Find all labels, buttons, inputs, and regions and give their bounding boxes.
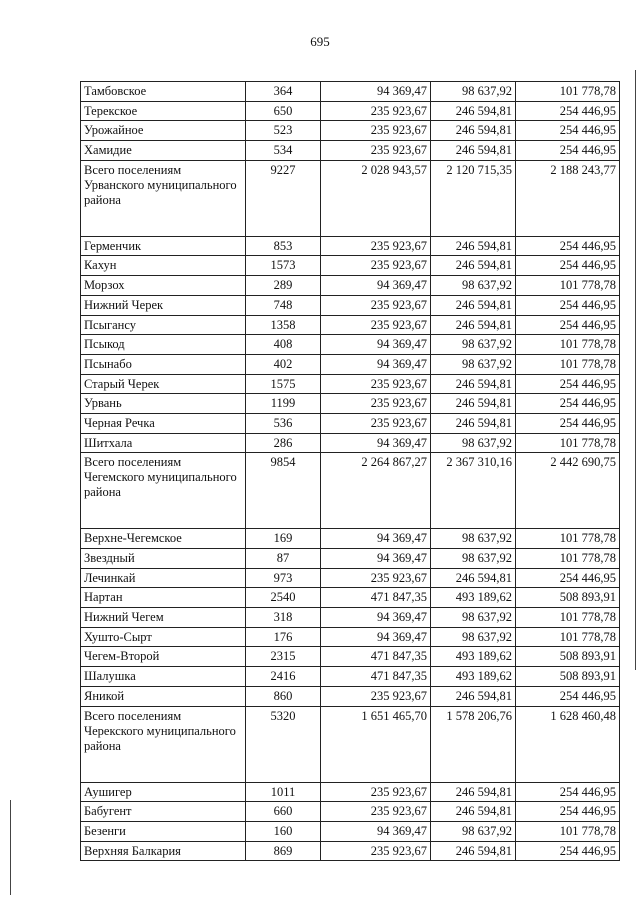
amount-year3-cell: 254 446,95 xyxy=(516,121,620,141)
amount-year2-cell: 246 594,81 xyxy=(431,236,516,256)
settlement-name-cell: Псынабо xyxy=(81,354,246,374)
amount-year2-cell: 1 578 206,76 xyxy=(431,706,516,782)
amount-year1-cell: 235 923,67 xyxy=(321,295,431,315)
population-cell: 408 xyxy=(246,335,321,355)
table-row-total xyxy=(81,453,620,529)
table-row xyxy=(81,141,620,161)
table-row xyxy=(81,82,620,102)
settlement-name-cell: Хушто-Сырт xyxy=(81,627,246,647)
amount-year3-cell: 2 442 690,75 xyxy=(516,453,620,529)
population-cell: 523 xyxy=(246,121,321,141)
table-row xyxy=(81,821,620,841)
table-row xyxy=(81,374,620,394)
settlement-name-cell: Терекское xyxy=(81,101,246,121)
table-row xyxy=(81,433,620,453)
amount-year1-cell: 235 923,67 xyxy=(321,121,431,141)
population-cell: 169 xyxy=(246,529,321,549)
amount-year3-cell: 254 446,95 xyxy=(516,841,620,861)
population-cell: 650 xyxy=(246,101,321,121)
table-body xyxy=(81,82,620,861)
amount-year2-cell: 493 189,62 xyxy=(431,667,516,687)
amount-year3-cell: 101 778,78 xyxy=(516,549,620,569)
table-row xyxy=(81,295,620,315)
population-cell: 869 xyxy=(246,841,321,861)
amount-year2-cell: 246 594,81 xyxy=(431,374,516,394)
table-row-total xyxy=(81,160,620,236)
page-number: 695 xyxy=(310,34,330,49)
table-row xyxy=(81,549,620,569)
table-row xyxy=(81,394,620,414)
amount-year1-cell: 235 923,67 xyxy=(321,101,431,121)
amount-year1-cell: 235 923,67 xyxy=(321,141,431,161)
amount-year2-cell: 246 594,81 xyxy=(431,256,516,276)
population-cell: 1575 xyxy=(246,374,321,394)
amount-year1-cell: 94 369,47 xyxy=(321,335,431,355)
settlement-name-cell: Яникой xyxy=(81,686,246,706)
population-cell: 87 xyxy=(246,549,321,569)
table-row xyxy=(81,413,620,433)
settlement-name-cell: Всего поселениям Чегемского муниципального района xyxy=(81,453,246,529)
amount-year2-cell: 493 189,62 xyxy=(431,588,516,608)
amount-year2-cell: 2 120 715,35 xyxy=(431,160,516,236)
amount-year3-cell: 254 446,95 xyxy=(516,374,620,394)
amount-year3-cell: 2 188 243,77 xyxy=(516,160,620,236)
population-cell: 9854 xyxy=(246,453,321,529)
amount-year3-cell: 101 778,78 xyxy=(516,821,620,841)
table-row xyxy=(81,588,620,608)
population-cell: 318 xyxy=(246,608,321,628)
table-row xyxy=(81,802,620,822)
settlement-name-cell: Бабугент xyxy=(81,802,246,822)
amount-year1-cell: 94 369,47 xyxy=(321,82,431,102)
amount-year1-cell: 94 369,47 xyxy=(321,549,431,569)
amount-year2-cell: 98 637,92 xyxy=(431,529,516,549)
table-row xyxy=(81,529,620,549)
settlement-name-cell: Шалушка xyxy=(81,667,246,687)
amount-year3-cell: 101 778,78 xyxy=(516,433,620,453)
amount-year2-cell: 98 637,92 xyxy=(431,433,516,453)
amount-year1-cell: 471 847,35 xyxy=(321,588,431,608)
settlement-name-cell: Аушигер xyxy=(81,782,246,802)
amount-year1-cell: 94 369,47 xyxy=(321,608,431,628)
population-cell: 286 xyxy=(246,433,321,453)
amount-year3-cell: 254 446,95 xyxy=(516,101,620,121)
amount-year3-cell: 1 628 460,48 xyxy=(516,706,620,782)
population-cell: 402 xyxy=(246,354,321,374)
amount-year3-cell: 101 778,78 xyxy=(516,276,620,296)
population-cell: 9227 xyxy=(246,160,321,236)
table-row xyxy=(81,647,620,667)
table-row xyxy=(81,841,620,861)
amount-year1-cell: 235 923,67 xyxy=(321,841,431,861)
amount-year3-cell: 101 778,78 xyxy=(516,608,620,628)
amount-year3-cell: 254 446,95 xyxy=(516,568,620,588)
amount-year1-cell: 235 923,67 xyxy=(321,236,431,256)
population-cell: 853 xyxy=(246,236,321,256)
amount-year3-cell: 254 446,95 xyxy=(516,315,620,335)
amount-year2-cell: 98 637,92 xyxy=(431,335,516,355)
settlement-name-cell: Верхне-Чегемское xyxy=(81,529,246,549)
amount-year1-cell: 471 847,35 xyxy=(321,667,431,687)
settlement-name-cell: Псыгансу xyxy=(81,315,246,335)
amount-year3-cell: 254 446,95 xyxy=(516,236,620,256)
population-cell: 2315 xyxy=(246,647,321,667)
amount-year3-cell: 254 446,95 xyxy=(516,686,620,706)
amount-year1-cell: 235 923,67 xyxy=(321,413,431,433)
table-row xyxy=(81,335,620,355)
amount-year3-cell: 254 446,95 xyxy=(516,256,620,276)
population-cell: 860 xyxy=(246,686,321,706)
amount-year1-cell: 235 923,67 xyxy=(321,782,431,802)
amount-year1-cell: 94 369,47 xyxy=(321,627,431,647)
amount-year2-cell: 246 594,81 xyxy=(431,782,516,802)
settlements-table xyxy=(80,81,620,861)
settlement-name-cell: Урожайное xyxy=(81,121,246,141)
settlement-name-cell: Морзох xyxy=(81,276,246,296)
amount-year3-cell: 508 893,91 xyxy=(516,588,620,608)
amount-year2-cell: 246 594,81 xyxy=(431,315,516,335)
settlement-name-cell: Всего поселениям Черекского муниципального района xyxy=(81,706,246,782)
amount-year1-cell: 471 847,35 xyxy=(321,647,431,667)
settlement-name-cell: Шитхала xyxy=(81,433,246,453)
settlement-name-cell: Урвань xyxy=(81,394,246,414)
settlement-name-cell: Старый Черек xyxy=(81,374,246,394)
amount-year3-cell: 101 778,78 xyxy=(516,529,620,549)
table-row xyxy=(81,667,620,687)
amount-year1-cell: 1 651 465,70 xyxy=(321,706,431,782)
amount-year3-cell: 254 446,95 xyxy=(516,394,620,414)
amount-year2-cell: 493 189,62 xyxy=(431,647,516,667)
table-row xyxy=(81,276,620,296)
settlement-name-cell: Нартан xyxy=(81,588,246,608)
settlement-name-cell: Кахун xyxy=(81,256,246,276)
settlement-name-cell: Чегем-Второй xyxy=(81,647,246,667)
table-row xyxy=(81,627,620,647)
population-cell: 160 xyxy=(246,821,321,841)
scan-edge-line xyxy=(10,800,11,895)
settlement-name-cell: Нижний Чегем xyxy=(81,608,246,628)
population-cell: 2416 xyxy=(246,667,321,687)
amount-year3-cell: 254 446,95 xyxy=(516,782,620,802)
settlement-name-cell: Всего поселениям Урванского муниципального района xyxy=(81,160,246,236)
amount-year1-cell: 94 369,47 xyxy=(321,821,431,841)
amount-year1-cell: 235 923,67 xyxy=(321,686,431,706)
population-cell: 1358 xyxy=(246,315,321,335)
amount-year1-cell: 94 369,47 xyxy=(321,276,431,296)
amount-year2-cell: 246 594,81 xyxy=(431,686,516,706)
table-row xyxy=(81,256,620,276)
population-cell: 534 xyxy=(246,141,321,161)
amount-year2-cell: 246 594,81 xyxy=(431,141,516,161)
amount-year2-cell: 246 594,81 xyxy=(431,394,516,414)
settlement-name-cell: Верхняя Балкария xyxy=(81,841,246,861)
amount-year2-cell: 98 637,92 xyxy=(431,354,516,374)
settlement-name-cell: Звездный xyxy=(81,549,246,569)
settlement-name-cell: Псыкод xyxy=(81,335,246,355)
amount-year2-cell: 246 594,81 xyxy=(431,568,516,588)
amount-year3-cell: 254 446,95 xyxy=(516,802,620,822)
population-cell: 973 xyxy=(246,568,321,588)
settlement-name-cell: Нижний Черек xyxy=(81,295,246,315)
amount-year3-cell: 254 446,95 xyxy=(516,413,620,433)
amount-year2-cell: 246 594,81 xyxy=(431,413,516,433)
amount-year1-cell: 94 369,47 xyxy=(321,433,431,453)
amount-year3-cell: 101 778,78 xyxy=(516,627,620,647)
population-cell: 176 xyxy=(246,627,321,647)
table-row xyxy=(81,354,620,374)
scan-edge-line xyxy=(635,70,636,670)
table-row-total xyxy=(81,706,620,782)
amount-year1-cell: 235 923,67 xyxy=(321,802,431,822)
amount-year2-cell: 98 637,92 xyxy=(431,82,516,102)
population-cell: 1011 xyxy=(246,782,321,802)
settlement-name-cell: Безенги xyxy=(81,821,246,841)
amount-year2-cell: 2 367 310,16 xyxy=(431,453,516,529)
amount-year3-cell: 254 446,95 xyxy=(516,295,620,315)
settlement-name-cell: Лечинкай xyxy=(81,568,246,588)
settlement-name-cell: Хамидие xyxy=(81,141,246,161)
amount-year2-cell: 246 594,81 xyxy=(431,802,516,822)
population-cell: 364 xyxy=(246,82,321,102)
settlement-name-cell: Черная Речка xyxy=(81,413,246,433)
table-row xyxy=(81,686,620,706)
population-cell: 536 xyxy=(246,413,321,433)
population-cell: 748 xyxy=(246,295,321,315)
amount-year3-cell: 508 893,91 xyxy=(516,667,620,687)
settlement-name-cell: Герменчик xyxy=(81,236,246,256)
amount-year1-cell: 235 923,67 xyxy=(321,374,431,394)
amount-year1-cell: 2 264 867,27 xyxy=(321,453,431,529)
table-row xyxy=(81,121,620,141)
table-row xyxy=(81,101,620,121)
amount-year2-cell: 98 637,92 xyxy=(431,276,516,296)
table-row xyxy=(81,568,620,588)
amount-year3-cell: 254 446,95 xyxy=(516,141,620,161)
amount-year1-cell: 235 923,67 xyxy=(321,394,431,414)
population-cell: 660 xyxy=(246,802,321,822)
amount-year3-cell: 101 778,78 xyxy=(516,354,620,374)
population-cell: 1199 xyxy=(246,394,321,414)
amount-year2-cell: 98 637,92 xyxy=(431,549,516,569)
settlement-name-cell: Тамбовское xyxy=(81,82,246,102)
amount-year2-cell: 246 594,81 xyxy=(431,841,516,861)
amount-year2-cell: 98 637,92 xyxy=(431,821,516,841)
table-row xyxy=(81,315,620,335)
amount-year1-cell: 2 028 943,57 xyxy=(321,160,431,236)
amount-year1-cell: 235 923,67 xyxy=(321,315,431,335)
table-row xyxy=(81,782,620,802)
table-row xyxy=(81,236,620,256)
amount-year1-cell: 235 923,67 xyxy=(321,568,431,588)
amount-year2-cell: 246 594,81 xyxy=(431,295,516,315)
population-cell: 1573 xyxy=(246,256,321,276)
population-cell: 2540 xyxy=(246,588,321,608)
amount-year2-cell: 246 594,81 xyxy=(431,121,516,141)
amount-year2-cell: 98 637,92 xyxy=(431,627,516,647)
amount-year3-cell: 101 778,78 xyxy=(516,335,620,355)
amount-year1-cell: 94 369,47 xyxy=(321,529,431,549)
amount-year2-cell: 98 637,92 xyxy=(431,608,516,628)
amount-year2-cell: 246 594,81 xyxy=(431,101,516,121)
amount-year3-cell: 101 778,78 xyxy=(516,82,620,102)
population-cell: 289 xyxy=(246,276,321,296)
amount-year1-cell: 235 923,67 xyxy=(321,256,431,276)
amount-year3-cell: 508 893,91 xyxy=(516,647,620,667)
table-row xyxy=(81,608,620,628)
population-cell: 5320 xyxy=(246,706,321,782)
amount-year1-cell: 94 369,47 xyxy=(321,354,431,374)
